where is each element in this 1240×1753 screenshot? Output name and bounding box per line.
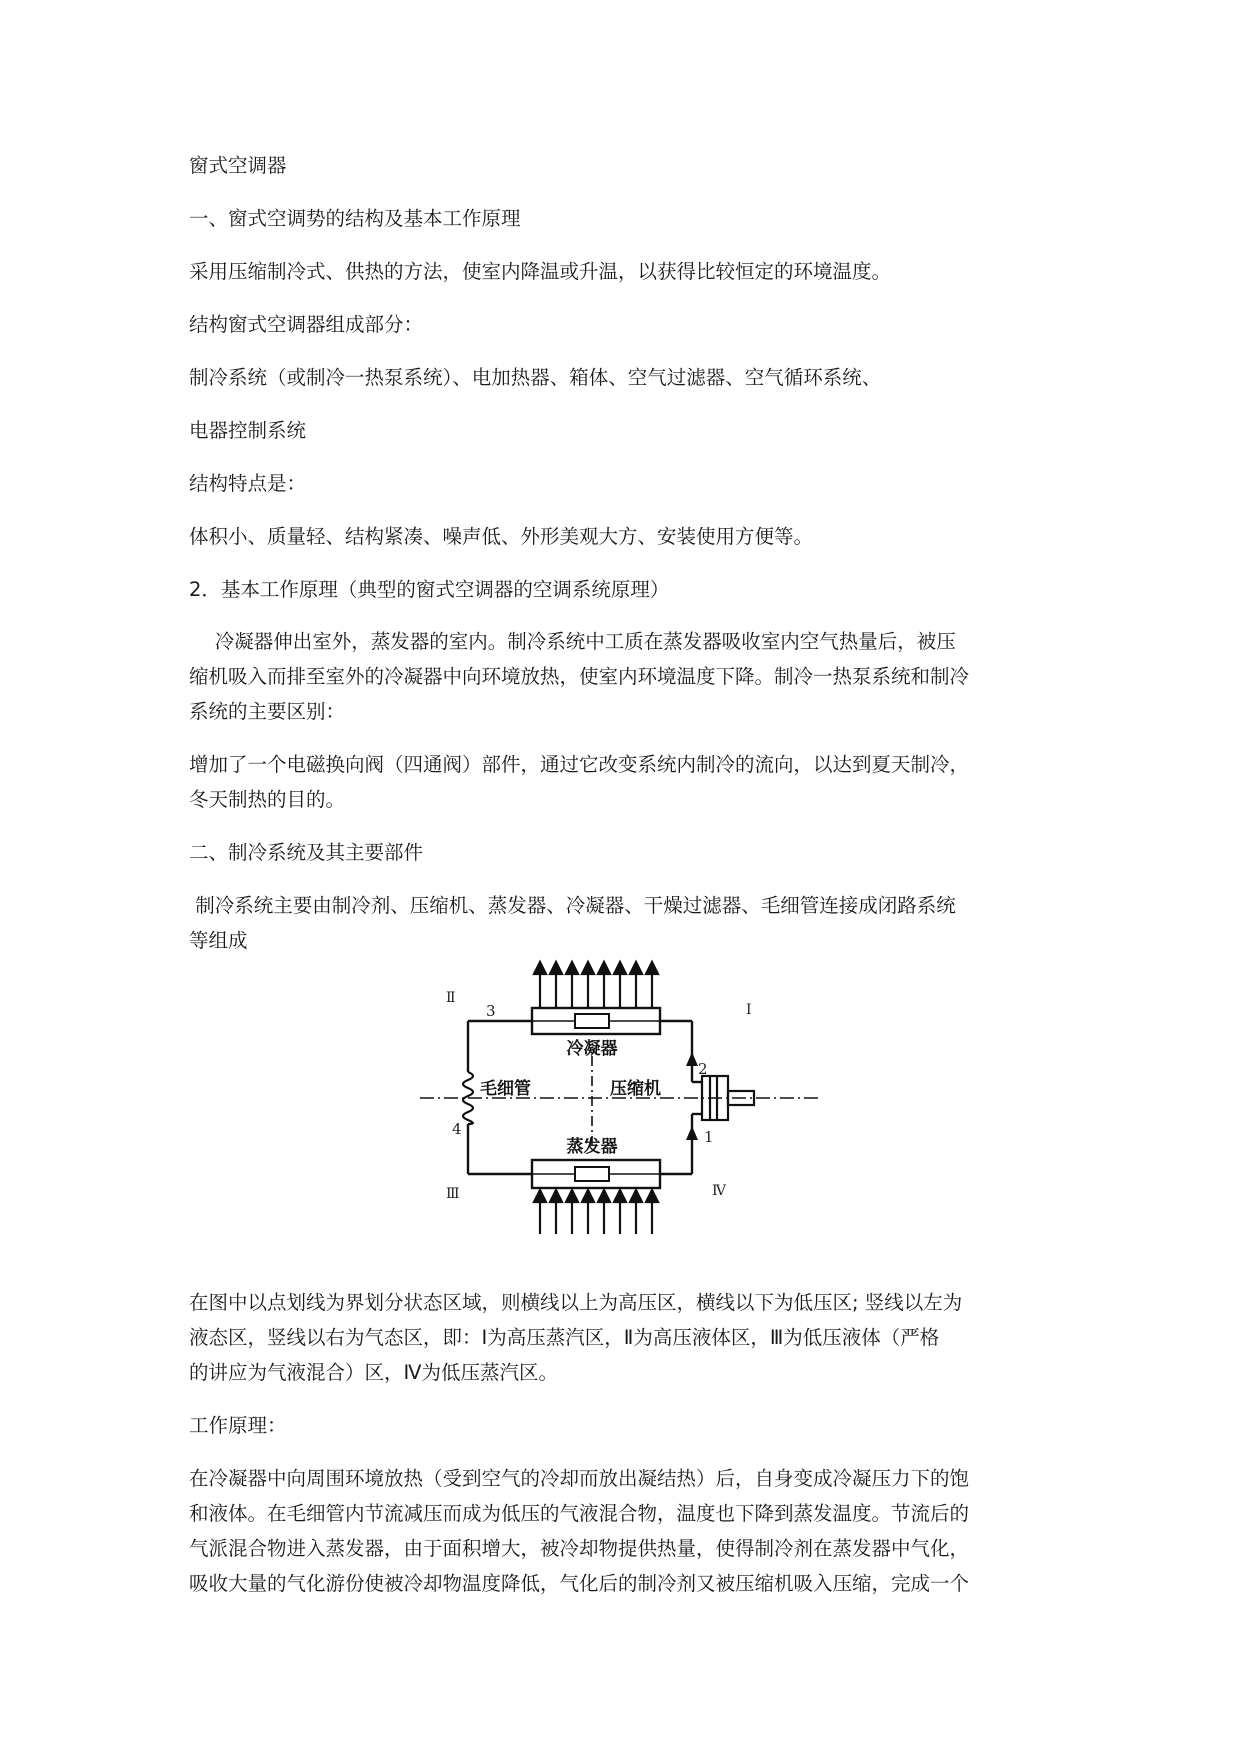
compressor-label: 压缩机 <box>610 1079 661 1099</box>
system-line-1 <box>189 888 1059 924</box>
point-4-label: 4 <box>452 1120 462 1138</box>
zone-I-label: Ⅰ <box>746 1002 752 1018</box>
work-line-3: 气派混合物进入蒸发器，由于面积增大，被冷却物提供热量，使得制冷剂在蒸发器中气化， <box>189 1537 970 1560</box>
section2-heading: 二、制冷系统及其主要部件 <box>189 841 424 864</box>
subsection2-heading: 2．基本工作原理（典型的窗式空调器的空调系统原理） <box>189 578 670 601</box>
principle-line-1 <box>189 624 1059 660</box>
principle-line-3: 系统的主要区别： <box>189 700 346 723</box>
evaporator-inner <box>575 1167 609 1181</box>
features-label: 结构特点是： <box>189 472 307 495</box>
components-list-line-2: 电器控制系统 <box>189 419 307 442</box>
point-1-label: 1 <box>704 1128 714 1146</box>
principle-line-2: 缩机吸入而排至室外的冷凝器中向环境放热，使室内环境温度下降。制冷一热泵系统和制冷 <box>189 665 970 688</box>
refrigeration-diagram-svg <box>420 948 820 1248</box>
refrigeration-diagram <box>420 948 820 1248</box>
evaporator-airflow-arrows <box>534 1190 658 1234</box>
work-line-4: 吸收大量的气化游份使被冷却物温度降低，气化后的制冷剂又被压缩机吸入压缩，完成一个 <box>189 1572 970 1595</box>
components-label: 结构窗式空调器组成部分： <box>189 313 424 336</box>
point-2-label: 2 <box>698 1060 708 1078</box>
work-principle-label: 工作原理： <box>189 1414 287 1437</box>
system-line-1-text: 制冷系统主要由制冷剂、压缩机、蒸发器、冷凝器、干燥过滤器、毛细管连接成闭路系统 <box>195 894 956 917</box>
condenser-inner <box>575 1014 609 1028</box>
work-line-2: 和液体。在毛细管内节流减压而成为低压的气液混合物，温度也下降到蒸发温度。节流后的 <box>189 1502 970 1525</box>
evaporator-label: 蒸发器 <box>566 1137 618 1157</box>
document-title: 窗式空调器 <box>189 154 287 177</box>
zones-line-2: 液态区，竖线以右为气态区，即：Ⅰ为高压蒸汽区，Ⅱ为高压液体区，Ⅲ为低压液体（严格 <box>189 1326 940 1349</box>
flow-arrow-2 <box>686 1052 698 1066</box>
features-paragraph: 体积小、质量轻、结构紧凑、噪声低、外形美观大方、安装使用方便等。 <box>189 525 814 548</box>
zones-line-1: 在图中以点划线为界划分状态区域，则横线以上为高压区，横线以下为低压区; 竖线以左为 <box>189 1291 963 1314</box>
section1-heading: 一、窗式空调势的结构及基本工作原理 <box>189 207 521 230</box>
condenser-label: 冷凝器 <box>566 1039 618 1059</box>
zones-line-3: 的讲应为气液混合）区，Ⅳ为低压蒸汽区。 <box>189 1361 558 1384</box>
zone-IV-label: Ⅳ <box>712 1183 726 1199</box>
difference-line-2: 冬天制热的目的。 <box>189 788 346 811</box>
capillary-label: 毛细管 <box>480 1079 531 1099</box>
principle-line-1-text: 冷凝器伸出室外，蒸发器的室内。制冷系统中工质在蒸发器吸收室内空气热量后，被压 <box>214 630 956 653</box>
work-line-1: 在冷凝器中向周围环境放热（受到空气的冷却而放出凝结热）后，自身变成冷凝压力下的饱 <box>189 1467 970 1490</box>
components-list-line-1: 制冷系统（或制冷一热泵系统）、电加热器、箱体、空气过滤器、空气循环系统、 <box>189 366 882 389</box>
point-3-label: 3 <box>486 1002 496 1020</box>
flow-arrow-1 <box>686 1126 698 1140</box>
zone-II-label: Ⅱ <box>446 990 456 1006</box>
paragraph-method: 采用压缩制冷式、供热的方法，使室内降温或升温，以获得比较恒定的环境温度。 <box>189 260 892 283</box>
condenser-airflow-arrows <box>534 962 658 1008</box>
difference-line-1: 增加了一个电磁换向阀（四通阀）部件，通过它改变系统内制冷的流向，以达到夏天制冷， <box>189 753 970 776</box>
system-line-2: 等组成 <box>189 929 248 952</box>
zone-III-label: Ⅲ <box>446 1186 460 1202</box>
